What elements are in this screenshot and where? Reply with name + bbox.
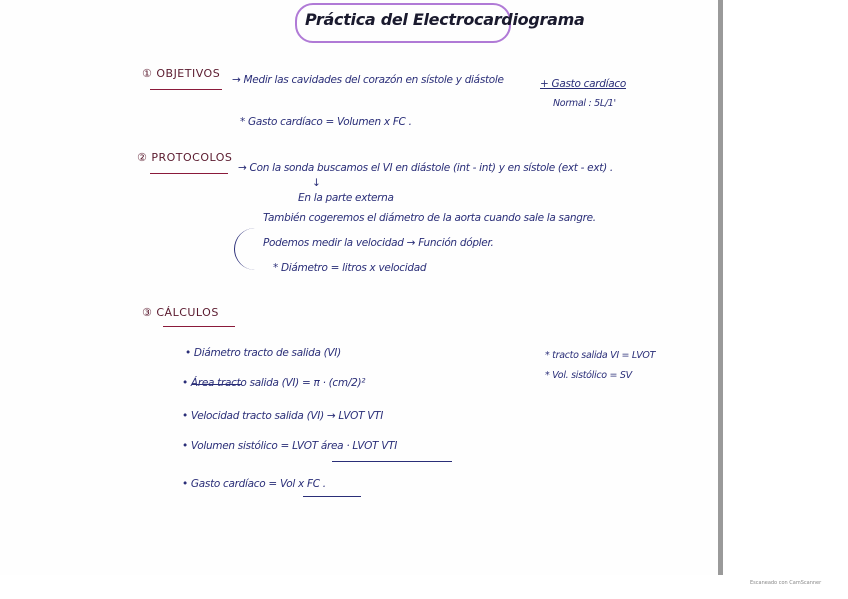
objetivos-normal: Normal : 5L/1' [553, 98, 616, 109]
strikethrough [192, 384, 242, 385]
protocolos-line-2: También cogeremos el diámetro de la aorta cuando sale la sangre. [263, 212, 596, 224]
objetivos-line-2: * Gasto cardíaco = Volumen x FC . [240, 116, 412, 128]
calculo-item-5: • Gasto cardíaco = Vol x FC . [182, 478, 326, 490]
section-objetivos-heading: ① OBJETIVOS [142, 67, 221, 80]
side-note-1: * tracto salida VI = LVOT [545, 350, 656, 361]
page-edge [718, 0, 723, 575]
section-protocolos-underline [150, 173, 228, 174]
section-calculos-heading: ③ CÁLCULOS [142, 306, 219, 319]
section-calculos-underline [163, 326, 235, 327]
protocolos-line-3: Podemos medir la velocidad → Función dópler. [263, 237, 494, 249]
volumen-underline [332, 461, 452, 462]
section-objetivos-underline [150, 89, 222, 90]
scanner-watermark: Escaneado con CamScanner [750, 580, 822, 586]
gasto-underline [303, 496, 361, 497]
protocolos-line-4: * Diámetro = litros x velocidad [273, 262, 427, 274]
calculo-item-3: • Velocidad tracto salida (VI) → LVOT VTI [182, 410, 384, 422]
page-title: Práctica del Electrocardiograma [305, 10, 585, 29]
calculo-item-2: • Área tracto salida (VI) = π · (cm/2)² [182, 377, 366, 389]
down-arrow: ↓ [312, 177, 321, 189]
objetivos-gasto: + Gasto cardíaco [540, 78, 626, 90]
calculo-item-4: • Volumen sistólico = LVOT área · LVOT VTI [182, 440, 398, 452]
protocolos-line-1: → Con la sonda buscamos el VI en diástole (int - int) y en sístole (ext - ext) . [238, 162, 613, 174]
protocolos-sub: En la parte externa [298, 192, 394, 204]
side-note-2: * Vol. sistólico = SV [545, 370, 632, 381]
calculo-item-1: • Diámetro tracto de salida (VI) [185, 347, 341, 359]
section-protocolos-heading: ② PROTOCOLOS [137, 151, 233, 164]
objetivos-line-1: → Medir las cavidades del corazón en sístole y diástole [232, 74, 504, 86]
